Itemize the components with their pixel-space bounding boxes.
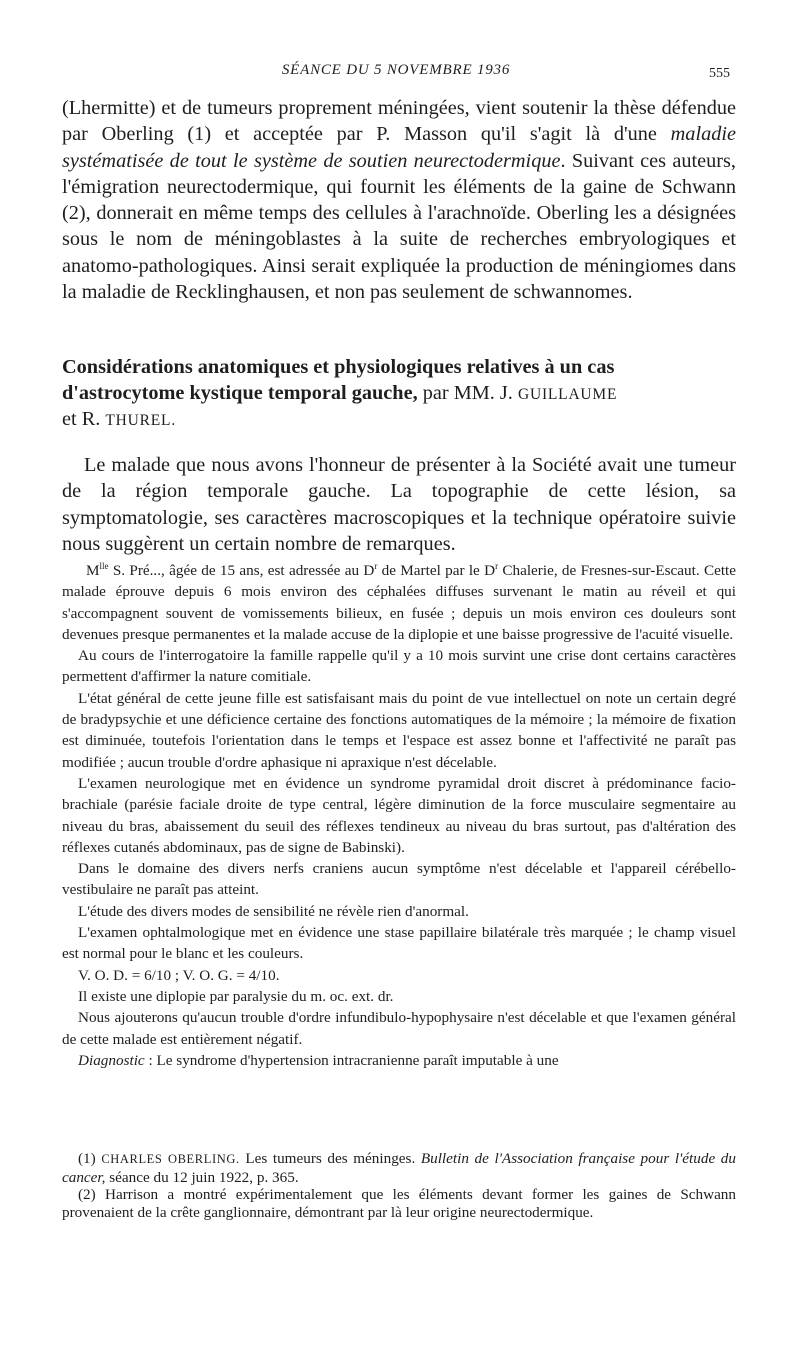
byline-et: et R.: [62, 408, 101, 431]
continuation-italic-phrase: maladie systématisée de tout le système de soutien neurectodermique: [62, 123, 736, 172]
page-number: 555: [709, 66, 730, 81]
footnote-2: (2) Harrison a montré expérimentalement que les éléments devant former les gaines de Schwann provenaient de la crête ganglionnaire, démontrant par là leur origine neurectodermique.: [62, 1186, 736, 1221]
diagnostic-label: Diagnostic: [78, 1051, 145, 1069]
case-report: [62, 560, 736, 1071]
case-paragraph-8: V. O. D. = 6/10 ; V. O. G. = 4/10.: [78, 966, 280, 984]
continuation-text-a: (Lhermitte) et de tumeurs proprement méningées, vient soutenir la thèse défendue par Oberling (1) et acceptée par P. Masson qu'il s'agit là d'une: [62, 97, 736, 146]
author-guillaume: GUILLAUME: [517, 385, 618, 403]
author-thurel: THUREL.: [105, 412, 176, 430]
case-paragraph-5: Dans le domaine des divers nerfs craniens aucun symptôme n'est décelable et l'appareil cérébello-vestibulaire ne paraît pas atteint.: [62, 860, 736, 899]
footnotes: [62, 1150, 736, 1221]
case-paragraph-1: $M^{lle}$ S. Pré..., âgée de 15 ans, est adressée au $D^r$ de Martel par le $D^r$ Chalerie, de Fresnes-sur-Escaut. Cette malade éprouve depuis 6 mois environ des céphalées diffuses survenant le matin au réveil et qui s'accompagnent souvent de vomissements bilieux, en fusée ; depuis un mois environ ces douleurs sont devenues presque permanentes et la malade accuse de la diplopie et une baisse progressive de l'acuité visuelle.: [62, 560, 737, 643]
footnote-1: (1) CHARLES OBERLING. Les tumeurs des méninges. Bulletin de l'Association française pour l'étude du cancer, séance du 12 juin 1922, p. 365.: [62, 1150, 736, 1186]
case-paragraph-7: L'examen ophtalmologique met en évidence une stase papillaire bilatérale très marquée ; le champ visuel est normal pour le blanc et les couleurs.: [62, 924, 736, 963]
continuation-paragraph: [62, 95, 736, 305]
byline-par: par MM. J.: [422, 381, 513, 404]
case-paragraph-9: Il existe une diplopie par paralysie du m. oc. ext. dr.: [78, 987, 394, 1005]
intro-paragraph: [62, 452, 736, 557]
running-head: SÉANCE DU 5 NOVEMBRE 1936: [281, 62, 511, 78]
case-paragraph-10: Nous ajouterons qu'aucun trouble d'ordre infundibulo-hypophysaire n'est décelable et que l'examen général de cette malade est entièrement négatif.: [62, 1009, 736, 1048]
page-header: [62, 62, 730, 84]
footnote-author: CHARLES OBERLING.: [101, 1152, 240, 1166]
case-paragraph-6: L'étude des divers modes de sensibilité ne révèle rien d'anormal.: [78, 902, 469, 920]
article-heading: [62, 355, 736, 434]
case-paragraph-3: L'état général de cette jeune fille est satisfaisant mais du point de vue intellectuel on note un certain degré de bradypsychie et une déficience certaine des fonctions automatiques de la mémoire ; la mémoire de fixation est diminuée, toutefois l'orientation dans le temps et l'espace est assez bonne et l'affectivité ne paraît pas modifiée ; aucun trouble d'ordre aphasique ni apraxique n'est décelable.: [62, 689, 736, 771]
case-paragraph-4: L'examen neurologique met en évidence un syndrome pyramidal droit discret à prédominance facio-brachiale (parésie faciale droite de type central, légère diminution de la force musculaire segmentaire au niveau du bras, abaissement du seuil des réflexes tendineux au niveau du bras surtout, pas d'altération des réflexes cutanés abdominaux, pas de signe de Babinski).: [62, 774, 736, 856]
footnote-journal: Bulletin de l'Association française pour l'étude du cancer,: [62, 1150, 736, 1186]
case-paragraph-2: Au cours de l'interrogatoire la famille rappelle qu'il y a 10 mois survint une crise dont certains caractères permettent d'affirmer la nature comitiale.: [62, 647, 736, 686]
case-paragraph-11: Diagnostic : Le syndrome d'hypertension intracranienne paraît imputable à une: [78, 1051, 559, 1069]
intro-text: Le malade que nous avons l'honneur de présenter à la Société avait une tumeur de la région temporale gauche. La topographie de cette lésion, sa symptomatologie, ses caractères macroscopiques et la technique opératoire suivie nous suggèrent un certain nombre de remarques.: [62, 454, 736, 555]
article-title: Considérations anatomiques et physiologiques relatives à un cas d'astrocytome kystique temporal gauche,: [62, 356, 615, 404]
continuation-text-b: . Suivant ces auteurs, l'émigration neurectodermique, qui fournit les éléments de la gaine de Schwann (2), donnerait en même temps des cellules à l'arachnoïde. Oberling les a désignées sous le nom de méningoblastes à la suite de recherches embryologiques et anatomo-pathologiques. Ainsi serait expliquée la production de méningiomes dans la maladie de Recklinghausen, et non pas seulement de schwannomes.: [62, 149, 736, 304]
